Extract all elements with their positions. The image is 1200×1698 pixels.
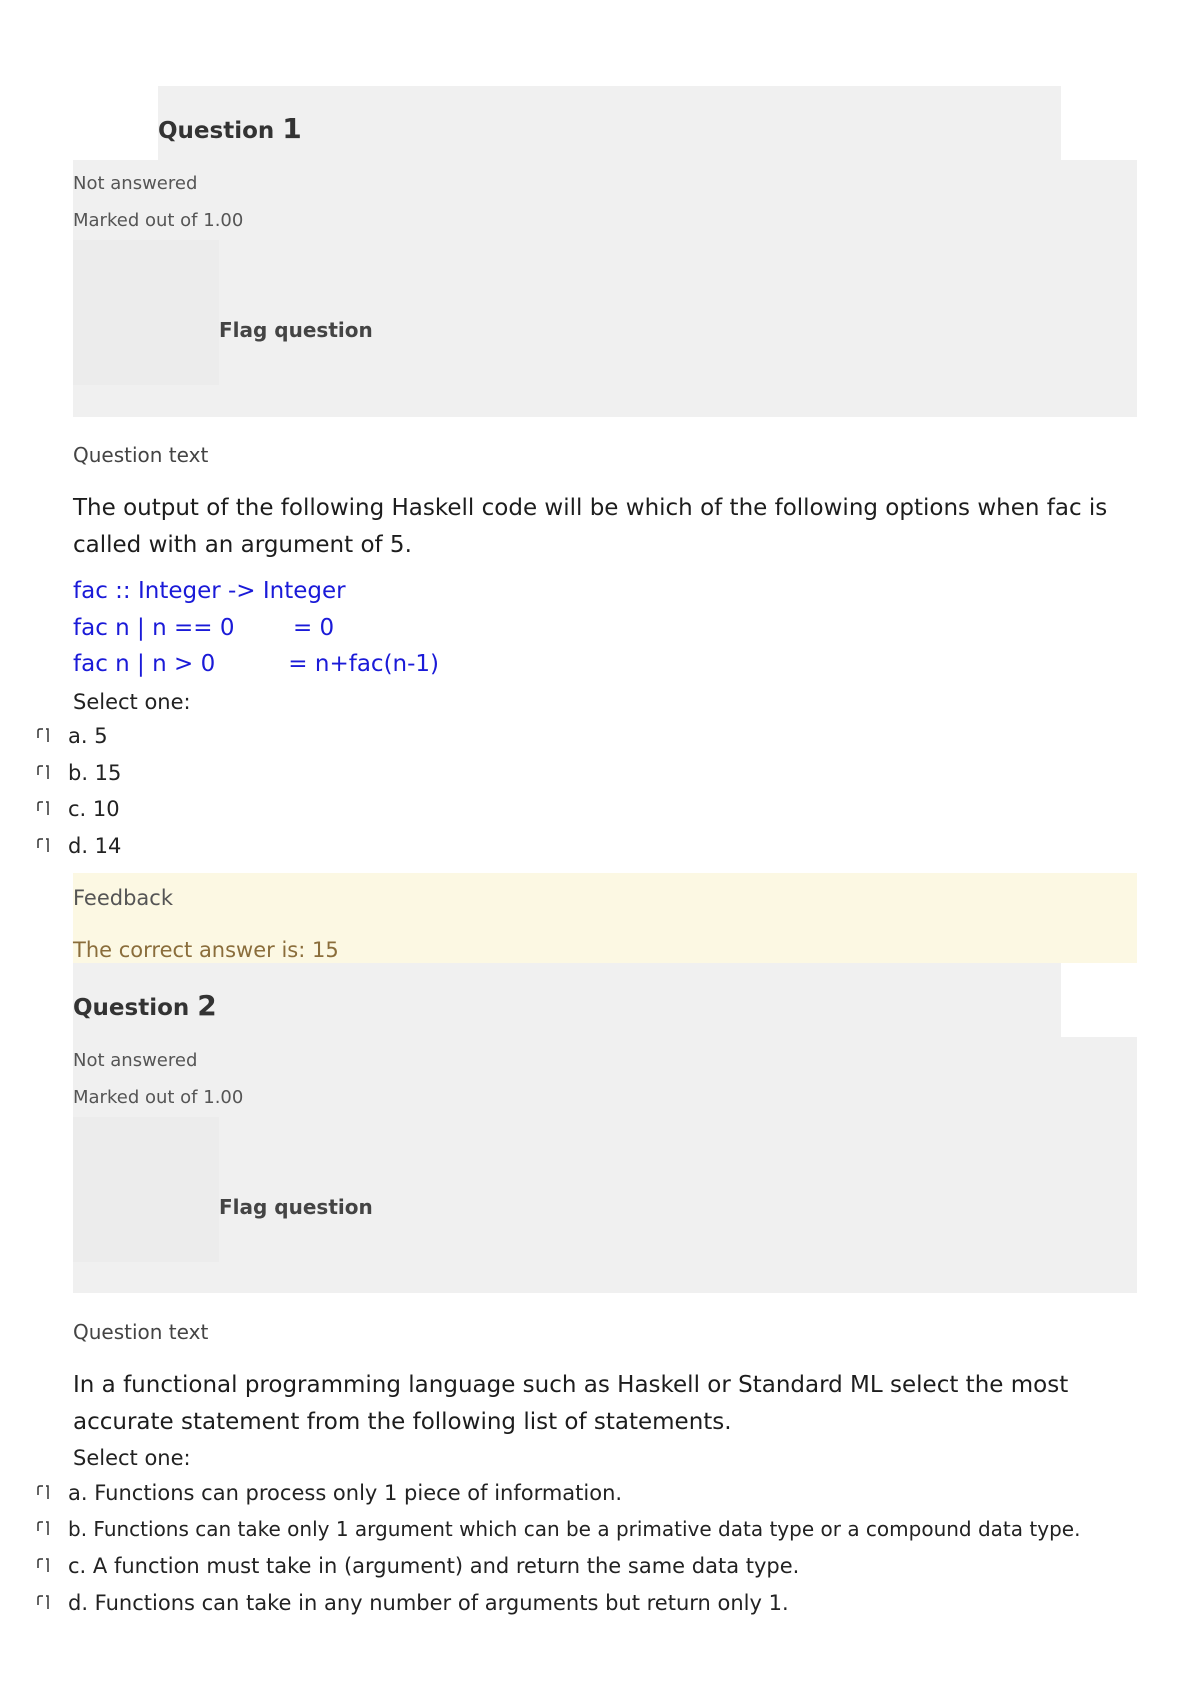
question-2-text: In a functional programming language such as Haskell or Standard ML select the most accurate statement from the following list of statements.: [73, 1372, 1069, 1435]
radio-icon[interactable]: [36, 1595, 50, 1609]
question-2-flag-area: [73, 1117, 219, 1262]
question-1-number: 1: [282, 112, 302, 145]
question-1-option-b-label: b. 15: [68, 761, 122, 785]
question-1-option-a-label: a. 5: [68, 724, 108, 748]
question-1-text: The output of the following Haskell code will be which of the following options when fac is called with an argument of 5.: [73, 495, 1108, 558]
question-2-marks: Marked out of 1.00: [73, 1087, 244, 1108]
radio-icon[interactable]: [36, 1485, 50, 1499]
question-2-number: 2: [197, 989, 217, 1022]
radio-icon[interactable]: [36, 765, 50, 779]
question-1-feedback-answer: The correct answer is: 15: [73, 938, 339, 962]
question-1-code-line-3: fac n | n > 0 = n+fac(n-1): [73, 651, 440, 677]
question-1-flag-area: [73, 240, 219, 385]
question-1-select-label: Select one:: [73, 690, 191, 714]
radio-icon[interactable]: [36, 838, 50, 852]
question-2-select-label: Select one:: [73, 1446, 191, 1470]
question-2-option-b-label: b. Functions can take only 1 argument which can be a primative data type or a compound data type.: [68, 1517, 1081, 1541]
question-1-status: Not answered: [73, 173, 198, 194]
question-2-option-d-label: d. Functions can take in any number of arguments but return only 1.: [68, 1591, 789, 1615]
question-1-info-panel: [73, 160, 1137, 417]
question-2-option-c-label: c. A function must take in (argument) and return the same data type.: [68, 1554, 800, 1578]
question-1-text-label: Question text: [73, 443, 209, 467]
question-2-text-label: Question text: [73, 1320, 209, 1344]
question-1-code-line-2: fac n | n == 0 = 0: [73, 615, 335, 641]
question-1-option-c-label: c. 10: [68, 797, 120, 821]
question-1-option-d-label: d. 14: [68, 834, 122, 858]
question-2-title: [73, 989, 217, 1022]
radio-icon[interactable]: [36, 728, 50, 742]
radio-icon[interactable]: [36, 1521, 50, 1535]
question-1-feedback-title: Feedback: [73, 886, 174, 910]
question-2-title-word: Question: [73, 995, 190, 1021]
question-2-status: Not answered: [73, 1050, 198, 1071]
question-1-title-word: Question: [158, 118, 275, 144]
question-1-code-line-1: fac :: Integer -> Integer: [73, 578, 346, 604]
question-1-title: [158, 112, 302, 145]
radio-icon[interactable]: [36, 1558, 50, 1572]
radio-icon[interactable]: [36, 801, 50, 815]
question-1-flag-button[interactable]: Flag question: [219, 318, 373, 342]
question-2-option-a-label: a. Functions can process only 1 piece of information.: [68, 1481, 623, 1505]
question-2-info-panel: [73, 1037, 1137, 1293]
question-2-header-bg: [73, 963, 1061, 1037]
question-1-marks: Marked out of 1.00: [73, 210, 244, 231]
question-2-flag-button[interactable]: Flag question: [219, 1195, 373, 1219]
